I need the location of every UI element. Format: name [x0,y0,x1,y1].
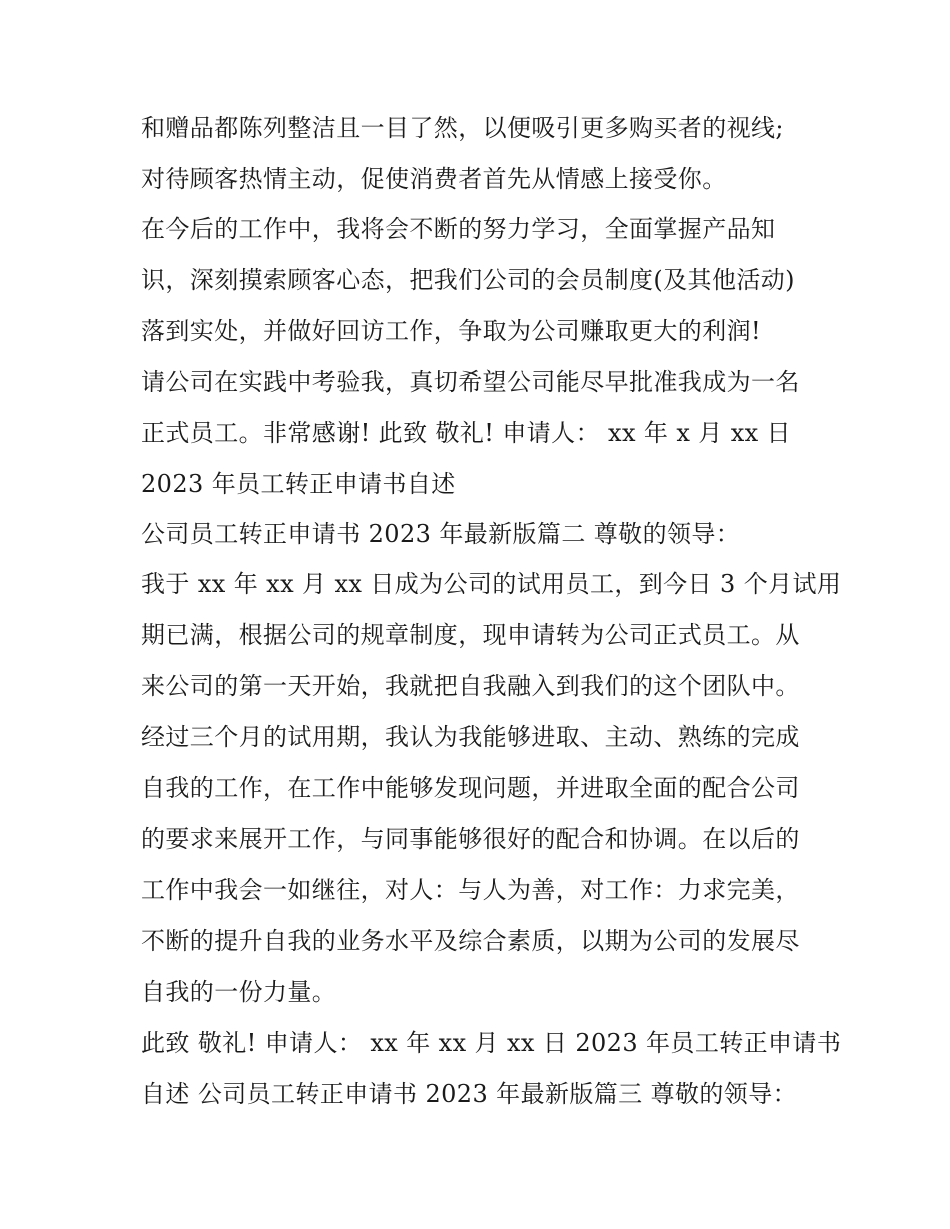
text-line: 落到实处，并做好回访工作，争取为公司赚取更大的利润! [141,317,762,345]
text-line: 自我的工作，在工作中能够发现问题，并进取全面的配合公司 [141,774,800,802]
text-line: 公司员工转正申请书 2023 年最新版篇二 尊敬的领导： [141,520,741,548]
text-line: 识，深刻摸索顾客心态，把我们公司的会员制度(及其他活动) [141,266,795,294]
text-line: 我于 xx 年 xx 月 xx 日成为公司的试用员工，到今日 3 个月试用 [141,570,842,598]
text-line: 和赠品都陈列整洁且一目了然，以便吸引更多购买者的视线; [141,114,784,142]
text-line: 此致 敬礼! 申请人： xx 年 xx 月 xx 日 2023 年员工转正申请书 [141,1029,842,1057]
text-line: 期已满，根据公司的规章制度，现申请转为公司正式员工。从 [141,621,800,649]
section-heading: 2023 年员工转正申请书自述 [141,470,456,498]
text-line: 正式员工。非常感谢! 此致 敬礼! 申请人： xx 年 x 月 xx 日 [141,419,792,447]
text-line: 工作中我会一如继往，对人：与人为善，对工作：力求完美， [141,876,800,904]
text-line: 经过三个月的试用期，我认为我能够进取、主动、熟练的完成 [141,723,800,751]
text-line: 请公司在实践中考验我，真切希望公司能尽早批准我成为一名 [141,368,800,396]
text-line: 在今后的工作中，我将会不断的努力学习，全面掌握产品知 [141,215,776,243]
text-line: 来公司的第一天开始，我就把自我融入到我们的这个团队中。 [141,672,800,700]
text-line: 对待顾客热情主动，促使消费者首先从情感上接受你。 [141,165,727,193]
text-line: 不断的提升自我的业务水平及综合素质，以期为公司的发展尽 [141,927,800,955]
text-line: 的要求来展开工作，与同事能够很好的配合和协调。在以后的 [141,825,800,853]
text-line: 自述 公司员工转正申请书 2023 年最新版篇三 尊敬的领导： [141,1080,797,1108]
text-line: 自我的一份力量。 [141,978,337,1006]
